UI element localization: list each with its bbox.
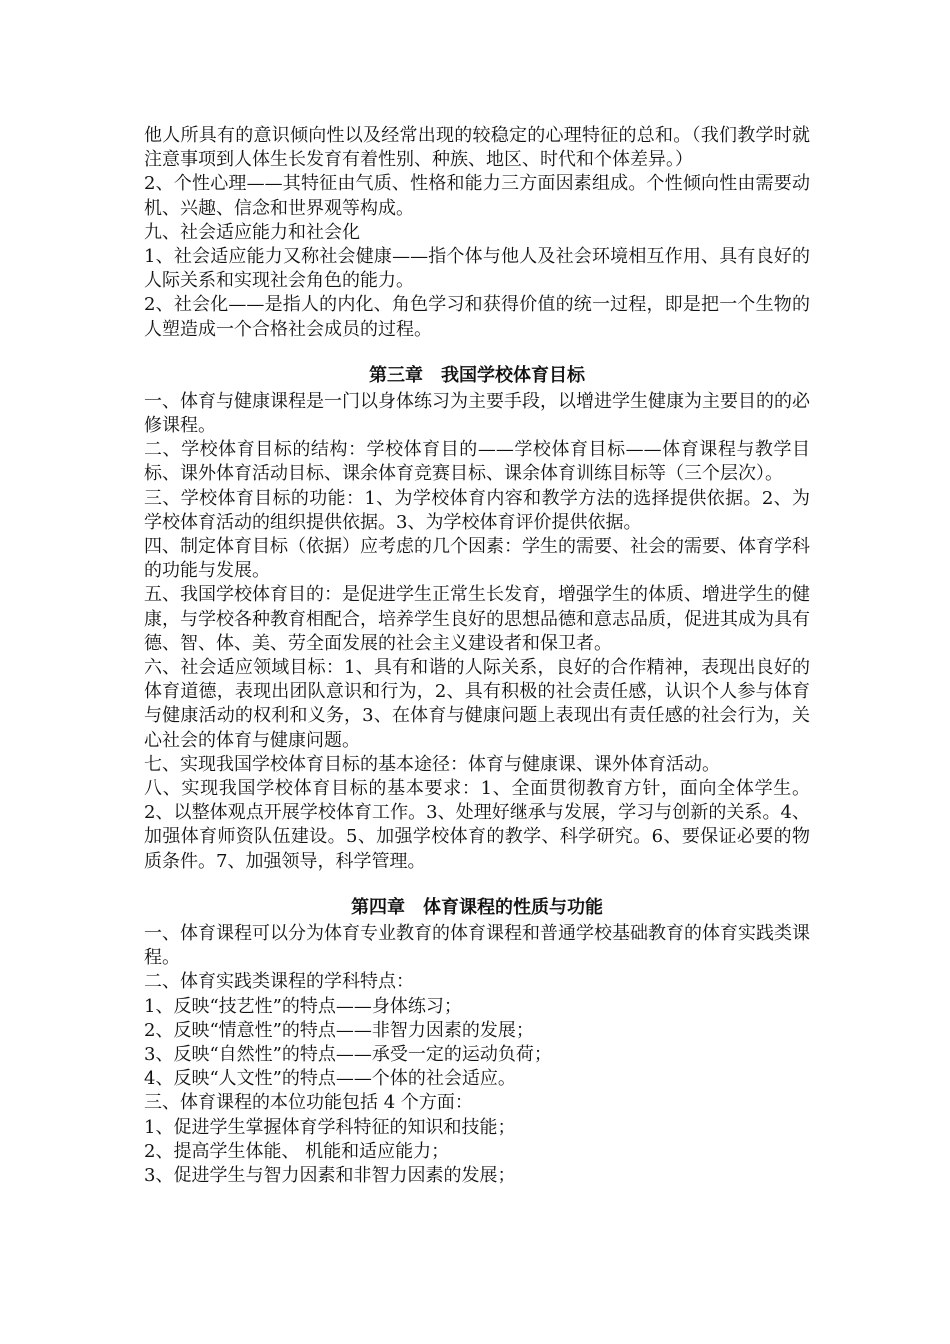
list-item: 3、反映“自然性”的特点——承受一定的运动负荷； xyxy=(144,1043,552,1065)
chapter-3-title: 第三章 我国学校体育目标 xyxy=(369,364,585,386)
list-item: 3、促进学生与智力因素和非智力因素的发展； xyxy=(144,1164,516,1186)
paragraph: 二、体育实践类课程的学科特点： xyxy=(144,971,414,993)
spacer xyxy=(144,342,810,362)
paragraph: 七、实现我国学校体育目标的基本途径：体育与健康课、课外体育活动。 xyxy=(144,753,720,775)
paragraph: 八、实现我国学校体育目标的基本要求：1、全面贯彻教育方针，面向全体学生。2、以整体观点开展学校体育工作。3、处理好继承与发展，学习与创新的关系。4、加强体育师资队伍建设。5、加强学校体育的教学、科学研究。6、要保证必要的物质条件。7、加强领导，科学管理。 xyxy=(144,778,810,872)
paragraph: 他人所具有的意识倾向性以及经常出现的较稳定的心理特征的总和。（我们教学时就注意事项到人体生长发育有着性别、种族、地区、时代和个体差异。） xyxy=(144,125,810,171)
paragraph: 三、学校体育目标的功能：1、为学校体育内容和教学方法的选择提供依据。2、为学校体育活动的组织提供依据。3、为学校体育评价提供依据。 xyxy=(144,487,810,533)
list-item: 2、反映“情意性”的特点——非智力因素的发展； xyxy=(144,1019,534,1041)
paragraph: 二、学校体育目标的结构：学校体育目的——学校体育目标——体育课程与教学目标、课外体育活动目标、课余体育竞赛目标、课余体育训练目标等（三个层次）。 xyxy=(144,439,810,485)
spacer xyxy=(144,874,810,894)
list-item: 4、反映“人文性”的特点——个体的社会适应。 xyxy=(144,1068,516,1090)
paragraph: 六、社会适应领域目标：1、具有和谐的人际关系，良好的合作精神，表现出良好的体育道德，表现出团队意识和行为，2、具有积极的社会责任感，认识个人参与体育与健康活动的权利和义务，3、在体育与健康问题上表现出有责任感的社会行为，关心社会的体育与健康问题。 xyxy=(144,657,810,751)
list-item: 1、反映“技艺性”的特点——身体练习； xyxy=(144,995,462,1017)
paragraph: 1、社会适应能力又称社会健康——指个体与他人及社会环境相互作用、具有良好的人际关系和实现社会角色的能力。 xyxy=(144,246,810,292)
document-body xyxy=(144,124,810,1188)
section-heading: 九、社会适应能力和社会化 xyxy=(144,221,360,243)
paragraph: 2、社会化——是指人的内化、角色学习和获得价值的统一过程，即是把一个生物的人塑造成一个合格社会成员的过程。 xyxy=(144,294,810,340)
paragraph: 一、体育与健康课程是一门以身体练习为主要手段，以增进学生健康为主要目的的必修课程。 xyxy=(144,390,810,437)
paragraph: 四、制定体育目标（依据）应考虑的几个因素：学生的需要、社会的需要、体育学科的功能与发展。 xyxy=(144,536,810,582)
paragraph: 五、我国学校体育目的：是促进学生正常生长发育，增强学生的体质、增进学生的健康，与学校各种教育相配合，培养学生良好的思想品德和意志品质，促进其成为具有德、智、体、美、劳全面发展的社会主义建设者和保卫者。 xyxy=(144,584,810,654)
chapter-4-title: 第四章 体育课程的性质与功能 xyxy=(351,896,603,918)
paragraph: 2、个性心理——其特征由气质、性格和能力三方面因素组成。个性倾向性由需要动机、兴趣、信念和世界观等构成。 xyxy=(144,173,810,219)
paragraph: 三、体育课程的本位功能包括 4 个方面： xyxy=(144,1092,473,1114)
paragraph: 一、体育课程可以分为体育专业教育的体育课程和普通学校基础教育的体育实践类课程。 xyxy=(144,922,810,969)
list-item: 2、提高学生体能、 机能和适应能力； xyxy=(144,1140,450,1162)
list-item: 1、促进学生掌握体育学科特征的知识和技能； xyxy=(144,1116,516,1138)
